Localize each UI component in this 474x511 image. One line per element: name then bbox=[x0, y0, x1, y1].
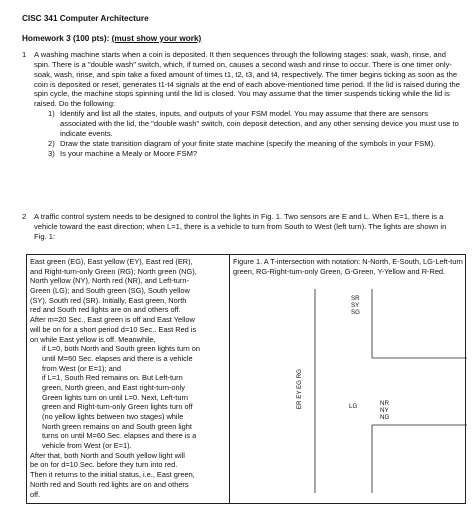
description-line: off. bbox=[30, 489, 41, 499]
sub-item-text: Identify and list all the states, inputs, and outputs of your FSM model. You may assume that there are sensors associated with the lid, the "double wash" switch, coin deposit detection, and any other sensing device you must use to indicate events. bbox=[60, 109, 459, 138]
question-text: A washing machine starts when a coin is deposited. It then sequences through the following stages: soak, wash, rinse, and spin. There is a "double wash" switch, which, if turned on, causes a second wash and rinse to occur. There is one timer only- soak, wash, rinse, and spin take a fixed amount of times t1, t2, t3, and t4, respectively. The timer begins ticking as soon as the coin is deposited or reset, generates t1-t4 signals at the end of each above-mentioned time period. If the lid is raised during the spin cycle, the machine stops spinning until the lid is closed. You may assume that the timer suspends ticking while the lid is raised. Do the following: bbox=[34, 50, 460, 109]
description-line: turns on until M=60 Sec. elapses and there is a bbox=[42, 431, 197, 441]
sub-item-number: 2) bbox=[48, 138, 55, 148]
sub-item-number: 1) bbox=[48, 109, 55, 119]
south-lights bbox=[351, 295, 360, 316]
light-label: SR bbox=[351, 295, 360, 302]
description-line: if L=1, South Red remains on. But Left-turn bbox=[42, 373, 183, 383]
description-line: if L=0, both North and South green lights turn on bbox=[42, 344, 200, 354]
description-line: North green remains on and South green light bbox=[42, 421, 192, 431]
light-label: NG bbox=[380, 414, 390, 422]
traffic-table-box bbox=[26, 254, 466, 504]
description-line: After m=20 Sec., East green is off and East Yellow bbox=[30, 315, 195, 325]
light-label: SY bbox=[351, 302, 360, 310]
north-lights bbox=[380, 400, 389, 421]
figure-caption: Figure 1. A T-intersection with notation: N-North, E-South, LG-Left-turn green, RG-Right-turn-only Green, G-Green, Y-Yellow and R-Red. bbox=[233, 257, 463, 276]
question-number: 2 bbox=[22, 212, 27, 221]
sub-item bbox=[48, 149, 460, 159]
question-1 bbox=[22, 50, 460, 158]
description-line: vehicle from West (or E=1). bbox=[42, 441, 132, 451]
light-label: SG bbox=[351, 309, 360, 317]
question-text: A traffic control system needs to be designed to control the lights in Fig. 1. Two sensors are E and L. When E=1, there is a vehicle toward the east direction; when L=1, there is a vehicle to turn from South to West (left turn). The lights are shown in Fig. 1: bbox=[34, 212, 447, 241]
sub-item bbox=[48, 109, 460, 139]
description-line: After that, both North and South yellow light will bbox=[30, 450, 185, 460]
description-line: North red and South red lights are on and others bbox=[30, 479, 189, 489]
description-line: East green (EG), East yellow (EY), East red (ER), bbox=[30, 257, 193, 266]
description-line: green and Right-turn-only Green lights turn off bbox=[42, 402, 193, 412]
sub-item-text: Is your machine a Mealy or Moore FSM? bbox=[60, 148, 198, 158]
traffic-description bbox=[30, 257, 226, 499]
description-line: Green (LG); and South green (SG), South yellow bbox=[30, 286, 190, 296]
description-line: be on for d=10 Sec. before they turn into red. bbox=[30, 460, 178, 470]
light-label: NR bbox=[380, 400, 389, 407]
requirement-note: (must show your work) bbox=[111, 34, 202, 43]
intersection-diagram bbox=[229, 255, 467, 505]
intersection-lines bbox=[229, 255, 467, 505]
description-line: green, North green, and East right-turn-only bbox=[42, 382, 185, 392]
homework-label: Homework 3 (100 pts): bbox=[22, 34, 110, 43]
left-turn-light-label: LG bbox=[349, 403, 358, 410]
description-line: (no yellow lights between two stages) while bbox=[42, 412, 184, 421]
description-line: and Right-turn-only Green (RG); North green (NG), bbox=[30, 266, 197, 276]
description-line: Then it returns to the initial status, i.e., East green, bbox=[30, 470, 195, 480]
description-line: will be on for a short period d=10 Sec.. East Red is bbox=[30, 324, 197, 334]
east-lights-label: ER EY EG RG bbox=[296, 369, 303, 410]
sub-item-number: 3) bbox=[48, 148, 55, 158]
sub-item bbox=[48, 139, 460, 149]
description-line: Green lights turn on until L=0. Next, Left-turn bbox=[42, 392, 189, 402]
description-line: on while East yellow is off. Meanwhile, bbox=[30, 334, 156, 344]
description-line: until M=60 Sec. elapses and there is a vehicle bbox=[42, 353, 193, 363]
course-title: CISC 341 Computer Architecture bbox=[22, 14, 149, 23]
sub-item-text: Draw the state transition diagram of your finite state machine (specify the meaning of the symbols in your FSM). bbox=[60, 138, 436, 148]
light-label: NY bbox=[380, 407, 389, 415]
description-line: (SY), South red (SR). Initially, East green, North bbox=[30, 295, 187, 305]
description-line: from West (or E=1); and bbox=[42, 363, 121, 373]
question-2 bbox=[22, 212, 460, 242]
description-line: North yellow (NY), North red (NR), and Left-turn- bbox=[30, 276, 189, 286]
question-number: 1 bbox=[22, 50, 27, 59]
description-line: red and South red lights are on and others off. bbox=[30, 305, 181, 315]
homework-title bbox=[22, 34, 201, 45]
